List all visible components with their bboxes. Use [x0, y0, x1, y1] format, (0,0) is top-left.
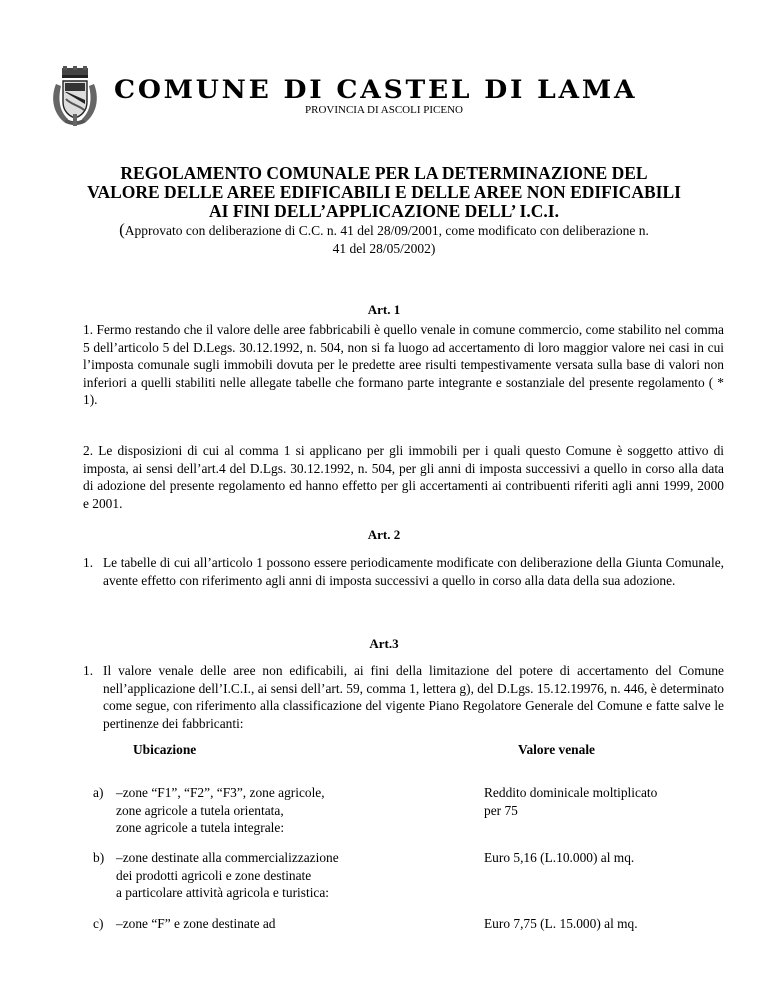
- row-value: [484, 849, 744, 867]
- article-1-heading: Art. 1: [367, 302, 401, 317]
- article-1-paragraph-1: 1. Fermo restando che il valore delle aree fabbricabili è quello venale in comune commercio, come stabilito nel comma 5 dell’articolo 5 del D.Legs. 30.12.1992, n. 504, non si fa luogo ad accertamento di loro maggior valore nei casi in cui l’imposta comunale sugli immobili dovuta per le predette aree risulti tempestivamente versata sulla base di valori non inferiori a quelli stabiliti nelle allegate tabelle che formano parte integrante e sostanziale del presente regolamento ( * 1).: [83, 322, 724, 407]
- list-item-text: Il valore venale delle aree non edificabili, ai fini della limitazione del potere di accertamento del Comune nell’applicazione dell’I.C.I., ai sensi dell’art. 59, comma 1, lettera g), del D.Lgs. 15.12.19976, n. 446, è determinato come segue, con riferimento alla classificazione del vigente Piano Regolatore Generale del Comune e fatte salve le pertinenze dei fabbricanti:: [103, 663, 724, 731]
- row-location: [116, 915, 416, 933]
- approval-note: [40, 221, 728, 258]
- list-item-text: Le tabelle di cui all’articolo 1 possono essere periodicamente modificate con deliberazione della Giunta Comunale, avente effetto con riferimento agli anni di imposta successivi a quello in corso alla data della sua adozione.: [103, 555, 724, 588]
- row-location-line: –zone “F1”, “F2”, “F3”, zone agricole,: [116, 785, 325, 800]
- row-value-line: per 75: [484, 802, 518, 818]
- province-name: PROVINCIA DI ASCOLI PICENO: [305, 104, 463, 116]
- column-header-value: Valore venale: [518, 742, 595, 757]
- row-location-line: –zone destinate alla commercializzazione: [116, 850, 339, 865]
- document-title: [40, 164, 728, 221]
- approval-open-paren: (: [119, 220, 125, 239]
- row-location: [116, 849, 416, 902]
- list-item-number: 1.: [83, 663, 94, 678]
- municipality-name: COMUNE DI CASTEL DI LAMA: [114, 75, 638, 104]
- row-value: [484, 915, 744, 933]
- row-value-line: Euro 5,16 (L.10.000) al mq.: [484, 850, 635, 865]
- article-3-heading: Art.3: [369, 636, 399, 651]
- row-location-line: –zone “F” e zone destinate ad: [116, 916, 276, 931]
- row-location-line: zone agricole a tutela integrale:: [116, 820, 285, 835]
- row-value-line: Reddito dominicale moltiplicato: [484, 785, 658, 800]
- row-label: b): [93, 850, 105, 865]
- row-value-line: Euro 7,75 (L. 15.000) al mq.: [484, 916, 638, 931]
- row-label: a): [93, 785, 104, 800]
- approval-line: Approvato con deliberazione di C.C. n. 41 del 28/09/2001, come modificato con deliberazione n.: [124, 223, 649, 238]
- title-line: VALORE DELLE AREE EDIFICABILI E DELLE AREE NON EDIFICABILI: [87, 182, 681, 202]
- article-1-paragraph-2: 2. Le disposizioni di cui al comma 1 si applicano per gli immobili per i quali questo Comune è soggetto attivo di imposta, ai sensi dell’art.4 del D.Lgs. 30.12.1992, n. 504, per gli anni di imposta successivi a quello in corso alla data di adozione del presente regolamento ed hanno effetto per gli accertamenti ai contribuenti riferiti agli anni 1999, 2000 e 2001.: [83, 443, 724, 511]
- row-location-line: a particolare attività agricola e turistica:: [116, 885, 330, 900]
- article-2-heading: Art. 2: [367, 527, 401, 542]
- article-2-item: [83, 554, 724, 610]
- row-location-line: zone agricole a tutela orientata,: [116, 802, 284, 818]
- row-label: c): [93, 916, 104, 931]
- approval-line: 41 del 28/05/2002): [332, 241, 436, 256]
- title-line: REGOLAMENTO COMUNALE PER LA DETERMINAZIONE DEL: [120, 163, 648, 183]
- row-location: [116, 784, 416, 837]
- column-header-location: Ubicazione: [133, 742, 197, 757]
- row-value: [484, 784, 744, 819]
- row-location-line: dei prodotti agricoli e zone destinate: [116, 867, 312, 883]
- coat-of-arms-icon: [50, 66, 100, 128]
- list-item-number: 1.: [83, 555, 94, 570]
- article-3-item: [83, 662, 724, 734]
- title-line: AI FINI DELL’APPLICAZIONE DELL’ I.C.I.: [209, 201, 559, 221]
